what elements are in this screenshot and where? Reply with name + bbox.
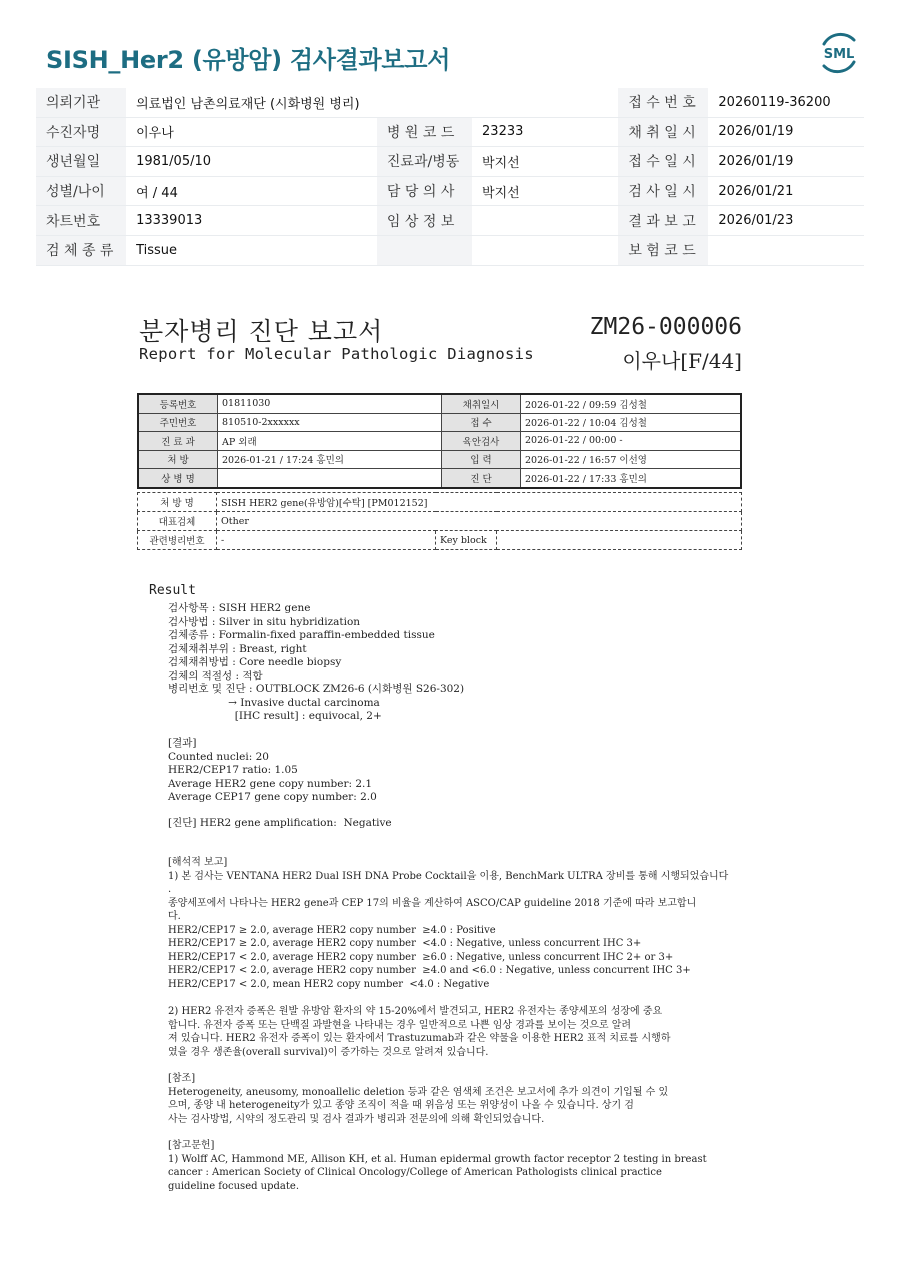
key-block-value: [497, 531, 742, 550]
report-patient: 이우나[F/44]: [622, 349, 742, 373]
info-label: 임 상 정 보: [377, 206, 472, 236]
info-value: 2026/01/23: [708, 206, 864, 236]
grid-row: [138, 469, 741, 488]
sml-logo: [816, 30, 862, 76]
info-label: 성별/나이: [36, 176, 126, 206]
grid-row: [138, 450, 741, 469]
info-value: Tissue: [126, 235, 377, 265]
info-label: 결 과 보 고: [618, 206, 708, 236]
info-value: 박지선: [472, 176, 618, 206]
grid-label: 상 병 명: [138, 469, 218, 488]
grid-value: 01811030: [218, 394, 442, 413]
logo-text: SML: [823, 47, 855, 62]
grid-row: [138, 432, 741, 451]
info-value: [472, 206, 618, 236]
grid-row: [138, 394, 741, 413]
info-row: [36, 235, 864, 265]
grid-row: [138, 413, 741, 432]
info-row: [36, 117, 864, 147]
page-title: SISH_Her2 (유방암) 검사결과보고서: [46, 46, 451, 74]
order-value: SISH HER2 gene(유방암)[수탁] [PM012152]: [217, 493, 742, 512]
info-label: 수진자명: [36, 117, 126, 147]
info-value: [472, 88, 618, 117]
info-label: 보 험 코 드: [618, 235, 708, 265]
info-row: [36, 147, 864, 177]
grid-value: 2026-01-22 / 17:33 홍민의: [521, 469, 742, 488]
grid-value: [218, 469, 442, 488]
info-row: [36, 176, 864, 206]
info-value: 2026/01/21: [708, 176, 864, 206]
info-label: 담 당 의 사: [377, 176, 472, 206]
info-label: 접 수 번 호: [618, 88, 708, 117]
grid-value: 2026-01-22 / 09:59 김성철: [521, 394, 742, 413]
info-value: 2026/01/19: [708, 147, 864, 177]
related-path-value: -: [217, 531, 436, 550]
rep-specimen-label: 대표검체: [138, 512, 217, 531]
rep-specimen-value: Other: [217, 512, 742, 531]
info-label: 진료과/병동: [377, 147, 472, 177]
grid-label: 입 력: [442, 450, 521, 469]
reference-note-block: [참조] Heterogeneity, aneusomy, monoallelic deletion 등과 같은 염색체 조건은 보고서에 추가 의견이 기입될 수 있 으며, 종양 내 heterogeneity가 있고 종양 조직이 적을 때 위음성 또는 위양성이 나올 수 있습니다. 상기 검 사는 검사방법, 시약의 정도관리 및 검사 결과가 병리과 전문의에 의해 확인되었습니다.: [168, 1073, 669, 1125]
info-value: 23233: [472, 117, 618, 147]
references-block: [참고문헌] 1) Wolff AC, Hammond ME, Allison KH, et al. Human epidermal growth factor receptor 2 testing in breast cancer : American Society of Clinical Oncology/College of American Pathologists clinical practice guideline focused update.: [168, 1140, 707, 1192]
info-value: 2026/01/19: [708, 117, 864, 147]
order-grid: [137, 492, 742, 550]
order-label: 처 방 명: [138, 493, 217, 512]
related-path-label: 관련병리번호: [138, 531, 217, 550]
grid-value: 810510-2xxxxxx: [218, 413, 442, 432]
grid-value: 2026-01-22 / 00:00 -: [521, 432, 742, 451]
report-title-en: Report for Molecular Pathologic Diagnosis: [139, 345, 534, 363]
grid-value: 2026-01-21 / 17:24 홍민의: [218, 450, 442, 469]
info-value: 여 / 44: [126, 176, 377, 206]
grid-label: 육안검사: [442, 432, 521, 451]
info-value: 20260119-36200: [708, 88, 864, 117]
patient-info-table: [36, 88, 864, 266]
info-value: 의료법인 남촌의료재단 (시화병원 병리): [126, 88, 377, 117]
info-label: [377, 88, 472, 117]
grid-label: 주민번호: [138, 413, 218, 432]
info-label: 검 체 종 류: [36, 235, 126, 265]
result-specimen-block: 검사항목 : SISH HER2 gene 검사방법 : Silver in situ hybridization 검체종류 : Formalin-fixed paraffin-embedded tissue 검체채취부위 : Breast, right 검체채취방법 : Core needle biopsy 검체의 적절성 : 적합 병리번호 및 진단 : OUTBLOCK ZM26-6 (시화병원 S26-302) → Invasive ductal carcinoma [IHC result] : equivocal, 2+: [168, 602, 465, 722]
info-label: 생년월일: [36, 147, 126, 177]
grid-value: 2026-01-22 / 10:04 김성철: [521, 413, 742, 432]
interpretation-block: [해석적 보고] 1) 본 검사는 VENTANA HER2 Dual ISH DNA Probe Cocktail을 이용, BenchMark ULTRA 장비를 통해 시행되었습니다 . 종양세포에서 나타나는 HER2 gene과 CEP 17의 비율을 계산하여 ASCO/CAP guideline 2018 기준에 따라 보고합니 다. HER2/CEP17 ≥ 2.0, average HER2 copy number ≥4.0 : Positive HER2/CEP17 ≥ 2.0, average HER2 copy number <4.0 : Negative, unless concurrent IHC 3+ HER2/CEP17 < 2.0, average HER2 copy number ≥6.0 : Negative, unless concurrent IHC 2+ or 3+ HER2/CEP17 < 2.0, average HER2 copy number ≥4.0 and <6.0 : Negative, unless concurrent IHC 3+ HER2/CEP17 < 2.0, mean HER2 copy number <4.0 : Negative: [168, 857, 729, 990]
grid-label: 접 수: [442, 413, 521, 432]
grid-value: AP 외래: [218, 432, 442, 451]
info-row: [36, 88, 864, 117]
info-label: 의뢰기관: [36, 88, 126, 117]
info-label: 차트번호: [36, 206, 126, 236]
grid-label: 진 단: [442, 469, 521, 488]
info-value: [708, 235, 864, 265]
info-label: 채 취 일 시: [618, 117, 708, 147]
interpretation-note-block: 2) HER2 유전자 증폭은 원발 유방암 환자의 약 15-20%에서 발견되고, HER2 유전자는 종양세포의 성장에 중요 합니다. 유전자 증폭 또는 단백질 과발현을 나타내는 경우 일반적으로 나쁜 임상 경과를 보이는 것으로 알려 져 있습니다. HER2 유전자 증폭이 있는 환자에서 Trastuzumab과 같은 약물을 이용한 HER2 표적 치료를 시행하 였을 경우 생존율(overall survival)이 증가하는 것으로 알려져 있습니다.: [168, 1006, 671, 1058]
grid-label: 등록번호: [138, 394, 218, 413]
info-value: 박지선: [472, 147, 618, 177]
grid-label: 채취일시: [442, 394, 521, 413]
info-label: 접 수 일 시: [618, 147, 708, 177]
info-value: 이우나: [126, 117, 377, 147]
info-value: [472, 235, 618, 265]
grid-label: 처 방: [138, 450, 218, 469]
key-block-label: Key block: [436, 531, 497, 550]
report-id: ZM26-000006: [589, 314, 742, 340]
info-label: 병 원 코 드: [377, 117, 472, 147]
report-info-grid: [137, 393, 742, 489]
info-label: 검 사 일 시: [618, 176, 708, 206]
report-title-ko: 분자병리 진단 보고서: [139, 317, 384, 346]
info-value: 13339013: [126, 206, 377, 236]
result-values-block: [결과] Counted nuclei: 20 HER2/CEP17 ratio: 1.05 Average HER2 gene copy number: 2.1 Average CEP17 gene copy number: 2.0: [168, 737, 377, 803]
info-label: [377, 235, 472, 265]
grid-value: 2026-01-22 / 16:57 이선영: [521, 450, 742, 469]
info-value: 1981/05/10: [126, 147, 377, 177]
result-heading: Result: [149, 583, 196, 598]
diagnosis-line: [진단] HER2 gene amplification: Negative: [168, 817, 392, 829]
grid-label: 진 료 과: [138, 432, 218, 451]
info-row: [36, 206, 864, 236]
